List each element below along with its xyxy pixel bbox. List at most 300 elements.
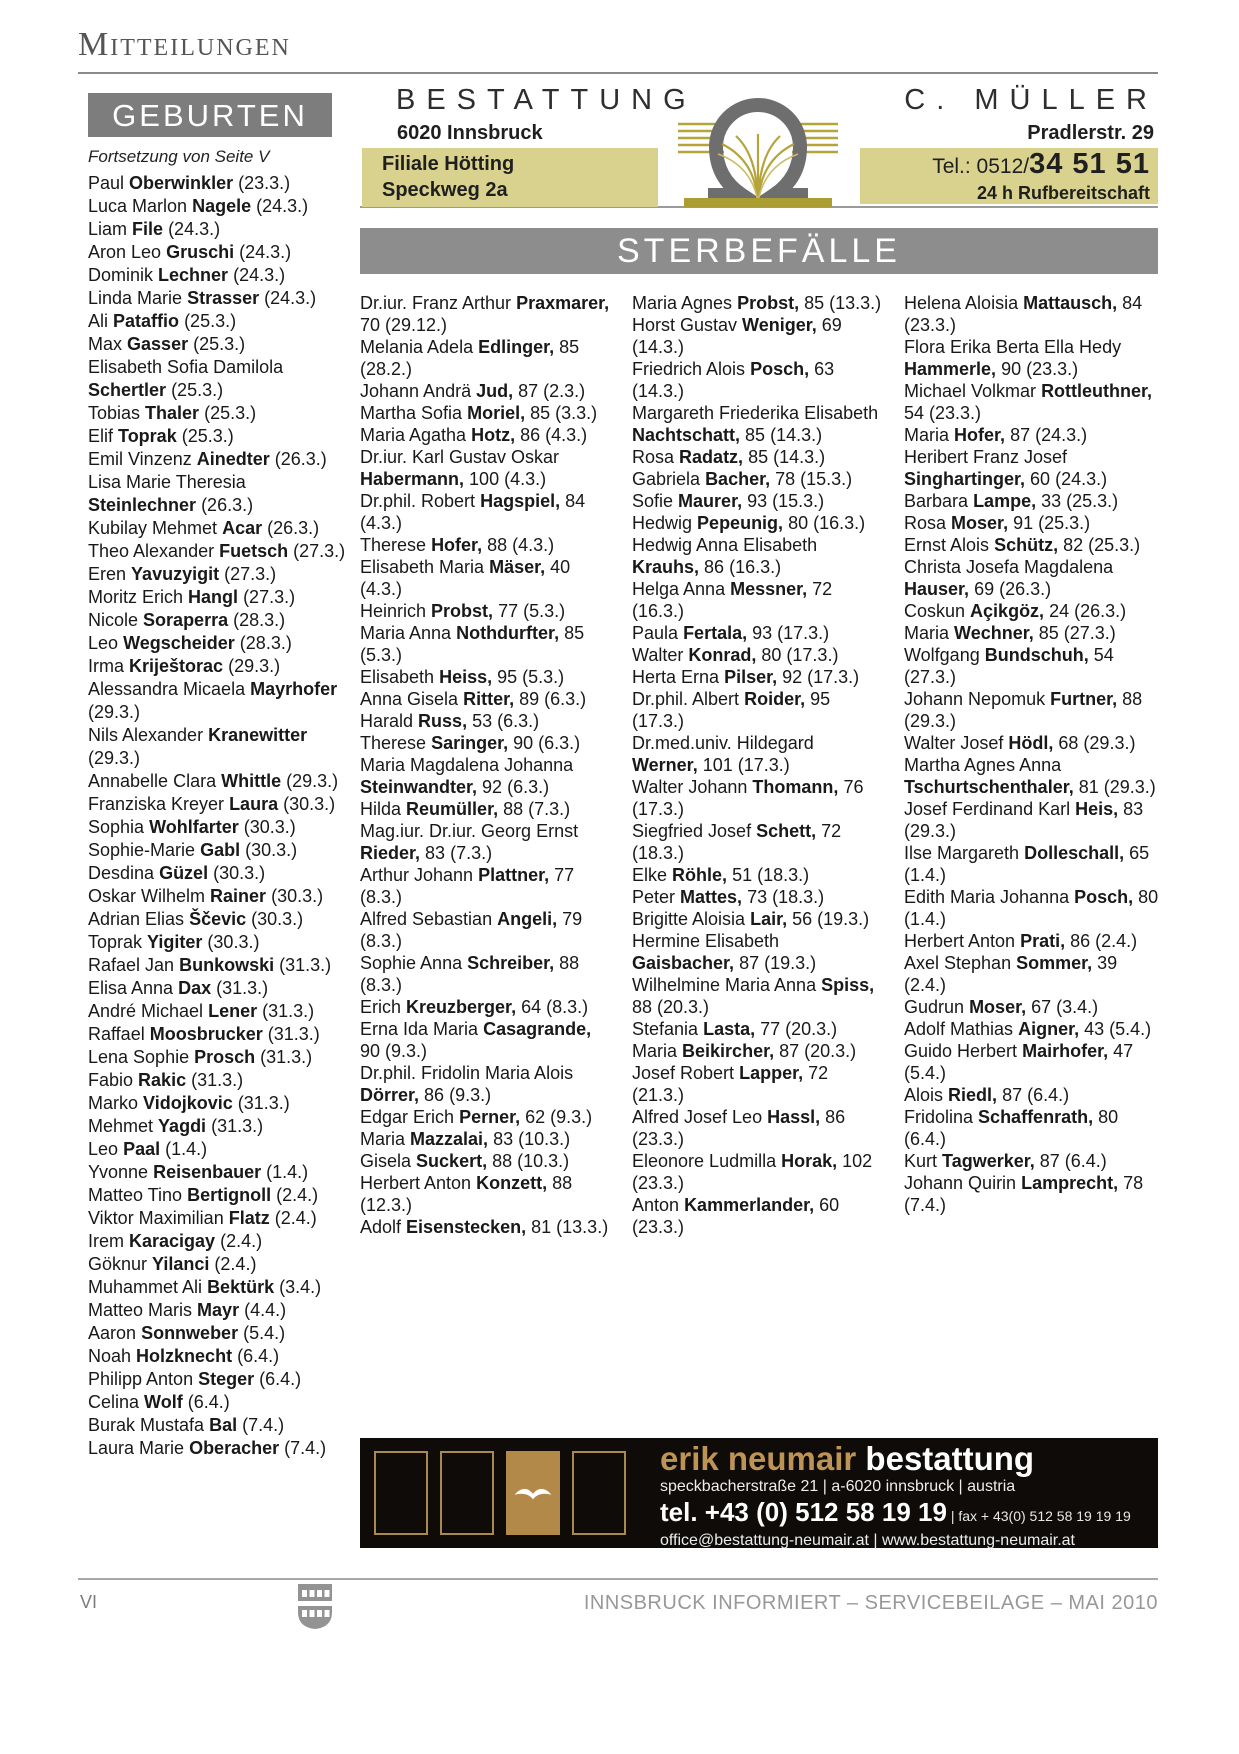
birth-date: (3.4.): [279, 1277, 322, 1297]
death-age-date: 89 (6.3.): [519, 689, 587, 709]
death-age-date: 24 (26.3.): [1049, 601, 1127, 621]
birth-given-names: Rafael Jan: [88, 955, 175, 975]
death-surname: Hagspiel,: [480, 491, 561, 511]
death-age-date: 87 (6.4.): [1039, 1151, 1107, 1171]
death-surname: Posch,: [750, 359, 810, 379]
birth-date: (26.3.): [274, 449, 327, 469]
death-entry: [360, 1150, 612, 1172]
birth-surname: Schertler: [88, 380, 167, 400]
swallow-icon: [510, 1481, 556, 1512]
death-entry: [632, 1040, 884, 1062]
death-given-names: Edith Maria Johanna: [904, 887, 1070, 907]
birth-entry: [88, 1391, 356, 1414]
death-given-names: Stefania: [632, 1019, 699, 1039]
birth-date: (5.4.): [243, 1323, 286, 1343]
birth-surname: Thaler: [145, 403, 200, 423]
death-age-date: 90 (6.3.): [513, 733, 581, 753]
ad-brand: BESTATTUNG: [396, 84, 697, 116]
death-given-names: Dr.med.univ. Hildegard: [632, 733, 814, 753]
death-age-date: 85 (27.3.): [1038, 623, 1116, 643]
death-entry: [632, 534, 884, 578]
death-surname: Hofer,: [954, 425, 1006, 445]
birth-given-names: Matteo Maris: [88, 1300, 193, 1320]
death-given-names: Michael Volkmar: [904, 381, 1037, 401]
birth-date: (31.3.): [279, 955, 332, 975]
ad-owner-name: C. MÜLLER: [904, 84, 1158, 116]
death-age-date: 53 (6.3.): [472, 711, 540, 731]
death-given-names: Harald: [360, 711, 414, 731]
birth-surname: Dax: [178, 978, 212, 998]
birth-entry: [88, 540, 356, 563]
ad-frame-rect: [374, 1451, 428, 1535]
birth-entry: [88, 609, 356, 632]
death-surname: Perner,: [459, 1107, 521, 1127]
death-surname: Moser,: [951, 513, 1009, 533]
death-age-date: 88 (12.3.): [360, 1173, 573, 1215]
death-surname: Schett,: [756, 821, 817, 841]
birth-entry: [88, 425, 356, 448]
birth-entry: [88, 1138, 356, 1161]
death-surname: Konrad,: [688, 645, 757, 665]
death-given-names: Martha Sofia: [360, 403, 463, 423]
birth-date: (30.3.): [271, 886, 324, 906]
birth-date: (31.3.): [267, 1024, 320, 1044]
death-age-date: 83 (10.3.): [493, 1129, 571, 1149]
death-age-date: 80 (6.4.): [904, 1107, 1119, 1149]
death-age-date: 67 (3.4.): [1031, 997, 1099, 1017]
death-surname: Messner,: [730, 579, 808, 599]
birth-given-names: Max: [88, 334, 123, 354]
birth-entry: [88, 954, 356, 977]
birth-surname: Rainer: [210, 886, 267, 906]
birth-surname: Steinlechner: [88, 495, 197, 515]
death-entry: [360, 732, 612, 754]
birth-given-names: Toprak: [88, 932, 143, 952]
birth-surname: Kriještorac: [129, 656, 224, 676]
neumair-address: speckbacherstraße 21 | a-6020 innsbruck | austria: [660, 1478, 1016, 1495]
death-given-names: Peter: [632, 887, 676, 907]
death-given-names: Maria Agatha: [360, 425, 467, 445]
birth-date: (29.3.): [88, 748, 141, 768]
death-surname: Edlinger,: [478, 337, 555, 357]
death-surname: Gaisbacher,: [632, 953, 735, 973]
death-age-date: 69 (14.3.): [632, 315, 842, 357]
birth-date: (7.4.): [284, 1438, 327, 1458]
death-given-names: Therese: [360, 535, 427, 555]
death-given-names: Siegfried Josef: [632, 821, 752, 841]
birth-entry: [88, 356, 356, 402]
section-header: Mitteilungen: [78, 26, 291, 63]
birth-surname: File: [132, 219, 164, 239]
birth-surname: Yavuzyigit: [131, 564, 220, 584]
death-surname: Hofer,: [431, 535, 483, 555]
death-age-date: 77 (5.3.): [498, 601, 566, 621]
death-entry: [360, 336, 612, 380]
death-given-names: Elisabeth Maria: [360, 557, 485, 577]
death-entry: [632, 776, 884, 820]
death-given-names: Maria Anna: [360, 623, 452, 643]
death-entry: [904, 798, 1160, 842]
birth-given-names: Moritz Erich: [88, 587, 184, 607]
birth-date: (25.3.): [171, 380, 224, 400]
death-given-names: Alfred Josef Leo: [632, 1107, 763, 1127]
death-entry: [904, 732, 1160, 754]
birth-date: (28.3.): [239, 633, 292, 653]
birth-entry: [88, 1046, 356, 1069]
death-given-names: Josef Robert: [632, 1063, 735, 1083]
death-surname: Horak,: [781, 1151, 838, 1171]
birth-date: (29.3.): [286, 771, 339, 791]
death-surname: Jud,: [476, 381, 514, 401]
death-given-names: Mag.iur. Dr.iur. Georg Ernst: [360, 821, 579, 841]
death-entry: [360, 666, 612, 688]
death-surname: Tschurtschenthaler,: [904, 777, 1074, 797]
death-entry: [360, 996, 612, 1018]
death-entry: [632, 1150, 884, 1194]
death-entry: [632, 666, 884, 688]
birth-date: (28.3.): [233, 610, 286, 630]
geburten-continuation-note: Fortsetzung von Seite V: [88, 147, 270, 166]
mueller-funeral-ad: [360, 84, 1158, 208]
death-given-names: Alfred Sebastian: [360, 909, 493, 929]
ad-tel-prefix: Tel.: 0512/: [932, 155, 1030, 178]
death-entry: [632, 1106, 884, 1150]
birth-given-names: Eren: [88, 564, 127, 584]
birth-entry: [88, 862, 356, 885]
death-entry: [360, 556, 612, 600]
birth-date: (29.3.): [88, 702, 141, 722]
geburten-title: GEBURTEN: [88, 93, 332, 137]
birth-surname: Acar: [222, 518, 263, 538]
birth-surname: Whittle: [221, 771, 282, 791]
death-surname: Rottleuthner,: [1041, 381, 1153, 401]
death-entry: [904, 1018, 1160, 1040]
death-entry: [632, 292, 884, 314]
birth-given-names: Marko: [88, 1093, 139, 1113]
birth-surname: Wohlfarter: [149, 817, 239, 837]
death-entry: [360, 1106, 612, 1128]
header-rule: [78, 72, 1158, 74]
birth-surname: Karacigay: [129, 1231, 216, 1251]
death-given-names: Ernst Alois: [904, 535, 990, 555]
birth-entry: [88, 1368, 356, 1391]
death-entry: [904, 600, 1160, 622]
death-surname: Mattausch,: [1023, 293, 1118, 313]
birth-surname: Fuetsch: [219, 541, 289, 561]
birth-entry: [88, 1184, 356, 1207]
birth-date: (24.3.): [256, 196, 309, 216]
death-age-date: 81 (29.3.): [1078, 777, 1156, 797]
birth-entry: [88, 977, 356, 1000]
death-entry: [904, 534, 1160, 556]
birth-entry: [88, 310, 356, 333]
death-entry: [632, 974, 884, 1018]
death-age-date: 93 (17.3.): [752, 623, 830, 643]
death-surname: Moser,: [969, 997, 1027, 1017]
birth-given-names: Alessandra Micaela: [88, 679, 246, 699]
birth-surname: Rakic: [138, 1070, 187, 1090]
death-age-date: 84 (23.3.): [904, 293, 1143, 335]
birth-entry: [88, 264, 356, 287]
birth-entry: [88, 724, 356, 770]
death-given-names: Johann Andrä: [360, 381, 472, 401]
death-given-names: Dr.iur. Karl Gustav Oskar: [360, 447, 560, 467]
death-age-date: 87 (2.3.): [518, 381, 586, 401]
death-age-date: 101 (17.3.): [702, 755, 790, 775]
birth-date: (7.4.): [242, 1415, 285, 1435]
death-age-date: 95 (5.3.): [497, 667, 565, 687]
death-entry: [360, 490, 612, 534]
death-entry: [632, 820, 884, 864]
death-age-date: 88 (8.3.): [360, 953, 580, 995]
death-entry: [632, 644, 884, 666]
death-surname: Lampe,: [973, 491, 1037, 511]
death-surname: Bacher,: [705, 469, 771, 489]
birth-given-names: Matteo Tino: [88, 1185, 183, 1205]
birth-surname: Lechner: [158, 265, 229, 285]
death-surname: Röhle,: [672, 865, 728, 885]
birth-given-names: Leo: [88, 633, 119, 653]
death-given-names: Gisela: [360, 1151, 412, 1171]
birth-entry: [88, 1207, 356, 1230]
death-surname: Bundschuh,: [984, 645, 1089, 665]
death-age-date: 47 (5.4.): [904, 1041, 1134, 1083]
death-surname: Furtner,: [1050, 689, 1118, 709]
death-age-date: 102 (23.3.): [632, 1151, 873, 1193]
death-surname: Habermann,: [360, 469, 465, 489]
ad-tel-number: 34 51 51: [1029, 148, 1150, 180]
birth-given-names: Paul: [88, 173, 125, 193]
death-age-date: 85 (3.3.): [530, 403, 598, 423]
death-surname: Prati,: [1020, 931, 1066, 951]
death-given-names: Maria: [632, 1041, 678, 1061]
birth-date: (31.3.): [262, 1001, 315, 1021]
ad-availability: 24 h Rufbereitschaft: [976, 183, 1150, 203]
birth-date: (2.4.): [220, 1231, 263, 1251]
birth-surname: Yilanci: [152, 1254, 210, 1274]
death-age-date: 82 (25.3.): [1063, 535, 1141, 555]
death-surname: Moriel,: [467, 403, 526, 423]
birth-given-names: Desdina: [88, 863, 155, 883]
birth-entry: [88, 471, 356, 517]
birth-surname: Paal: [123, 1139, 161, 1159]
birth-surname: Gasser: [127, 334, 189, 354]
death-given-names: Hilda: [360, 799, 402, 819]
death-age-date: 93 (15.3.): [747, 491, 825, 511]
death-given-names: Helena Aloisia: [904, 293, 1019, 313]
death-entry: [632, 864, 884, 886]
death-given-names: Maria Agnes: [632, 293, 733, 313]
birth-entry: [88, 1299, 356, 1322]
birth-date: (30.3.): [207, 932, 260, 952]
death-given-names: Ilse Margareth: [904, 843, 1020, 863]
death-surname: Lapper,: [739, 1063, 804, 1083]
death-entry: [360, 688, 612, 710]
death-given-names: Dr.phil. Albert: [632, 689, 740, 709]
death-age-date: 83 (7.3.): [425, 843, 493, 863]
birth-date: (27.3.): [293, 541, 346, 561]
death-age-date: 80 (17.3.): [761, 645, 839, 665]
death-surname: Plattner,: [478, 865, 550, 885]
birth-surname: Bunkowski: [179, 955, 275, 975]
death-surname: Casagrande,: [483, 1019, 592, 1039]
birth-given-names: Irem: [88, 1231, 124, 1251]
death-age-date: 85 (14.3.): [748, 447, 826, 467]
death-age-date: 91 (25.3.): [1013, 513, 1091, 533]
death-entry: [360, 446, 612, 490]
death-given-names: Dr.iur. Franz Arthur: [360, 293, 512, 313]
birth-surname: Reisenbauer: [153, 1162, 262, 1182]
death-entry: [360, 622, 612, 666]
death-surname: Reumüller,: [406, 799, 499, 819]
birth-given-names: Raffael: [88, 1024, 145, 1044]
death-age-date: 39 (2.4.): [904, 953, 1118, 995]
death-surname: Mattes,: [680, 887, 743, 907]
birth-entry: [88, 885, 356, 908]
death-entry: [904, 1040, 1160, 1084]
birth-entry: [88, 1230, 356, 1253]
death-entry: [632, 314, 884, 358]
death-surname: Hödl,: [1008, 733, 1054, 753]
death-age-date: 80 (16.3.): [788, 513, 866, 533]
death-entry: [632, 1194, 884, 1238]
death-surname: Angeli,: [497, 909, 558, 929]
ad-frame-rect: [440, 1451, 494, 1535]
death-surname: Schreiber,: [467, 953, 555, 973]
death-age-date: 73 (18.3.): [747, 887, 825, 907]
birth-surname: Sonnweber: [141, 1323, 239, 1343]
death-entry: [360, 710, 612, 732]
death-surname: Russ,: [418, 711, 468, 731]
death-age-date: 56 (19.3.): [792, 909, 870, 929]
death-surname: Pilser,: [724, 667, 778, 687]
birth-date: (25.3.): [204, 403, 257, 423]
death-given-names: Maria Magdalena Johanna: [360, 755, 574, 775]
birth-entry: [88, 839, 356, 862]
birth-entry: [88, 448, 356, 471]
death-entry: [360, 1216, 612, 1238]
death-surname: Mäser,: [489, 557, 546, 577]
death-entry: [632, 578, 884, 622]
death-given-names: Eleonore Ludmilla: [632, 1151, 777, 1171]
birth-surname: Nagele: [192, 196, 252, 216]
birth-date: (6.4.): [259, 1369, 302, 1389]
neumair-tel: tel. +43 (0) 512 58 19 19: [660, 1497, 947, 1527]
birth-surname: Vidojkovic: [143, 1093, 233, 1113]
birth-given-names: Franziska Kreyer: [88, 794, 225, 814]
birth-surname: Wolf: [144, 1392, 183, 1412]
birth-given-names: Kubilay Mehmet: [88, 518, 218, 538]
death-age-date: 43 (5.4.): [1084, 1019, 1152, 1039]
death-entry: [360, 424, 612, 446]
death-entry: [360, 380, 612, 402]
death-given-names: Maria: [904, 623, 950, 643]
death-given-names: Margareth Friederika Elisabeth: [632, 403, 879, 423]
death-age-date: 90 (9.3.): [360, 1041, 428, 1061]
death-age-date: 87 (19.3.): [739, 953, 817, 973]
death-given-names: Paula: [632, 623, 679, 643]
death-age-date: 92 (17.3.): [782, 667, 860, 687]
ad-branch-box: [362, 148, 658, 207]
death-entry: [632, 490, 884, 512]
death-age-date: 85 (14.3.): [745, 425, 823, 445]
deaths-column-1: [360, 292, 612, 1238]
death-surname: Aigner,: [1018, 1019, 1080, 1039]
death-given-names: Walter: [632, 645, 684, 665]
birth-surname: Gruschi: [166, 242, 235, 262]
death-surname: Beikircher,: [682, 1041, 775, 1061]
sterbefaelle-title: STERBEFÄLLE: [360, 228, 1158, 274]
death-given-names: Gabriela: [632, 469, 701, 489]
birth-entry: [88, 1000, 356, 1023]
birth-surname: Gabl: [200, 840, 241, 860]
death-surname: Hauser,: [904, 579, 970, 599]
death-given-names: Herta Erna: [632, 667, 720, 687]
death-surname: Dörrer,: [360, 1085, 420, 1105]
birth-given-names: Leo: [88, 1139, 119, 1159]
death-age-date: 85 (28.2.): [360, 337, 580, 379]
birth-given-names: Liam: [88, 219, 128, 239]
death-entry: [904, 952, 1160, 996]
death-surname: Açikgöz,: [970, 601, 1045, 621]
birth-entry: [88, 1437, 356, 1460]
birth-entry: [88, 1161, 356, 1184]
death-given-names: Erich: [360, 997, 402, 1017]
death-given-names: Rosa: [632, 447, 675, 467]
death-given-names: Fridolina: [904, 1107, 974, 1127]
birth-date: (25.3.): [181, 426, 234, 446]
death-surname: Werner,: [632, 755, 698, 775]
birth-surname: Yigiter: [147, 932, 203, 952]
death-age-date: 85 (13.3.): [804, 293, 882, 313]
death-age-date: 90 (23.3.): [1001, 359, 1079, 379]
death-entry: [360, 1128, 612, 1150]
death-age-date: 87 (6.4.): [1002, 1085, 1070, 1105]
death-given-names: Rosa: [904, 513, 947, 533]
death-surname: Maurer,: [678, 491, 743, 511]
death-entry: [632, 512, 884, 534]
birth-surname: Steger: [198, 1369, 255, 1389]
death-entry: [904, 336, 1160, 380]
omega-wheat-logo-icon: [678, 84, 838, 213]
birth-entry: [88, 1414, 356, 1437]
birth-entry: [88, 172, 356, 195]
death-age-date: 83 (29.3.): [904, 799, 1144, 841]
neumair-funeral-ad: [360, 1438, 1158, 1548]
death-given-names: Axel Stephan: [904, 953, 1012, 973]
death-surname: Suckert,: [416, 1151, 488, 1171]
death-age-date: 72 (18.3.): [632, 821, 842, 863]
death-age-date: 60 (24.3.): [1030, 469, 1108, 489]
birth-entry: [88, 333, 356, 356]
death-given-names: Josef Ferdinand Karl: [904, 799, 1071, 819]
birth-surname: Mayr: [197, 1300, 240, 1320]
neumair-fax: | fax + 43(0) 512 58 19 19 19: [946, 1508, 1131, 1524]
birth-given-names: Fabio: [88, 1070, 134, 1090]
birth-entry: [88, 678, 356, 724]
death-entry: [632, 886, 884, 908]
death-surname: Mazzalai,: [410, 1129, 489, 1149]
death-given-names: Christa Josefa Magdalena: [904, 557, 1114, 577]
death-age-date: 64 (8.3.): [521, 997, 589, 1017]
birth-date: (31.3.): [191, 1070, 244, 1090]
death-entry: [360, 820, 612, 864]
death-entry: [904, 380, 1160, 424]
death-given-names: Walter Josef: [904, 733, 1004, 753]
death-given-names: Walter Johann: [632, 777, 748, 797]
birth-given-names: Annabelle Clara: [88, 771, 217, 791]
death-entry: [904, 996, 1160, 1018]
